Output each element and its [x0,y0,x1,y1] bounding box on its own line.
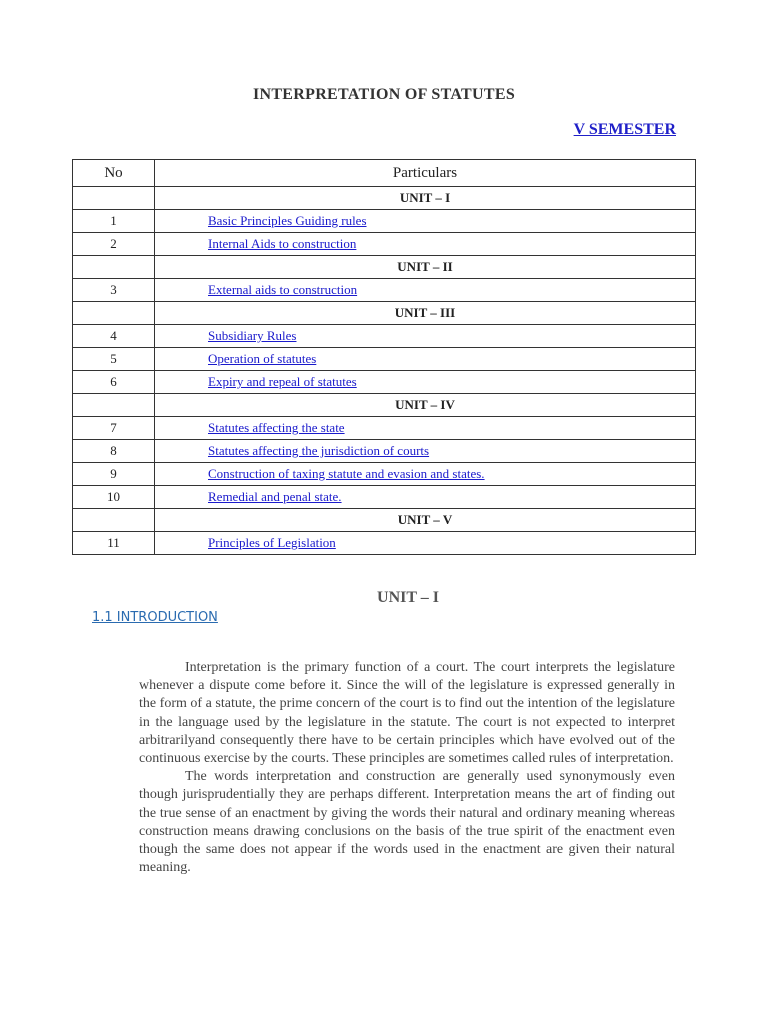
unit-row-no-cell [73,509,155,532]
unit-label: UNIT – I [155,187,696,210]
item-link[interactable]: External aids to construction [208,282,358,297]
table-row [73,440,696,463]
header-no: No [73,160,155,187]
unit-row-no-cell [73,187,155,210]
unit-row [73,302,696,325]
body-text [139,659,675,877]
unit-row-no-cell [73,256,155,279]
item-number: 8 [73,440,155,463]
document-title: INTERPRETATION OF STATUTES [252,86,516,103]
item-number: 4 [73,325,155,348]
item-number: 1 [73,210,155,233]
table-row [73,279,696,302]
table-row [73,210,696,233]
table-row [73,371,696,394]
item-link[interactable]: Construction of taxing statute and evasion and states. [208,466,485,481]
item-number: 9 [73,463,155,486]
unit-label: UNIT – III [155,302,696,325]
table-row [73,325,696,348]
item-number: 5 [73,348,155,371]
item-cell [155,233,696,256]
item-number: 6 [73,371,155,394]
item-number: 7 [73,417,155,440]
unit-row [73,256,696,279]
unit-label: UNIT – II [155,256,696,279]
item-link[interactable]: Expiry and repeal of statutes [208,374,357,389]
semester-label: V SEMESTER [573,121,676,138]
paragraph-2: The words interpretation and construction are generally used synonymously even though jurisprudentially they are perhaps different. Interpretation means the art of finding out the true sense of an enactment by giving the words their natural and ordinary meaning whereas construction means drawing conclusions on the basis of the true spirit of the enactment even though the same does not appear if the words used in the enactment are given their natural meaning. [139,769,675,876]
item-number: 3 [73,279,155,302]
item-cell [155,279,696,302]
item-link[interactable]: Statutes affecting the jurisdiction of courts [208,443,430,458]
unit-row [73,509,696,532]
item-number: 10 [73,486,155,509]
item-link[interactable]: Operation of statutes [208,351,317,366]
table-row [73,463,696,486]
table-header-row [73,160,696,187]
item-cell [155,463,696,486]
item-link[interactable]: Basic Principles Guiding rules [208,213,367,228]
header-particulars: Particulars [155,160,696,187]
item-link[interactable]: Internal Aids to construction [208,236,357,251]
unit-row [73,394,696,417]
table-row [73,348,696,371]
unit-heading: UNIT – I [377,589,439,606]
item-number: 2 [73,233,155,256]
table-row [73,532,696,555]
item-link[interactable]: Statutes affecting the state [208,420,345,435]
unit-row [73,187,696,210]
item-link[interactable]: Remedial and penal state. [208,489,342,504]
item-cell [155,348,696,371]
item-cell [155,532,696,555]
item-cell [155,210,696,233]
table-row [73,233,696,256]
item-number: 11 [73,532,155,555]
unit-label: UNIT – IV [155,394,696,417]
item-link[interactable]: Subsidiary Rules [208,328,297,343]
unit-row-no-cell [73,302,155,325]
item-cell [155,486,696,509]
unit-label: UNIT – V [155,509,696,532]
table-row [73,486,696,509]
item-cell [155,417,696,440]
contents-table [72,159,696,555]
introduction-heading[interactable]: 1.1 INTRODUCTION [92,610,218,625]
item-cell [155,325,696,348]
paragraph-1: Interpretation is the primary function of a court. The court interprets the legislature whenever a dispute come before it. Since the will of the legislature is expressed generally in the form of a statute, the prime concern of the court is to find out the intention of the legislature in the language used by the legislature in the statute. The court is not expected to interpret arbitrarilyand consequently there have to be certain principles which have evolved out of the continuous exercise by the courts. These principles are sometimes called rules of interpretation. [139,660,675,767]
item-cell [155,371,696,394]
item-link[interactable]: Principles of Legislation [208,535,336,550]
table-row [73,417,696,440]
contents-table-body [73,187,696,555]
item-cell [155,440,696,463]
unit-row-no-cell [73,394,155,417]
